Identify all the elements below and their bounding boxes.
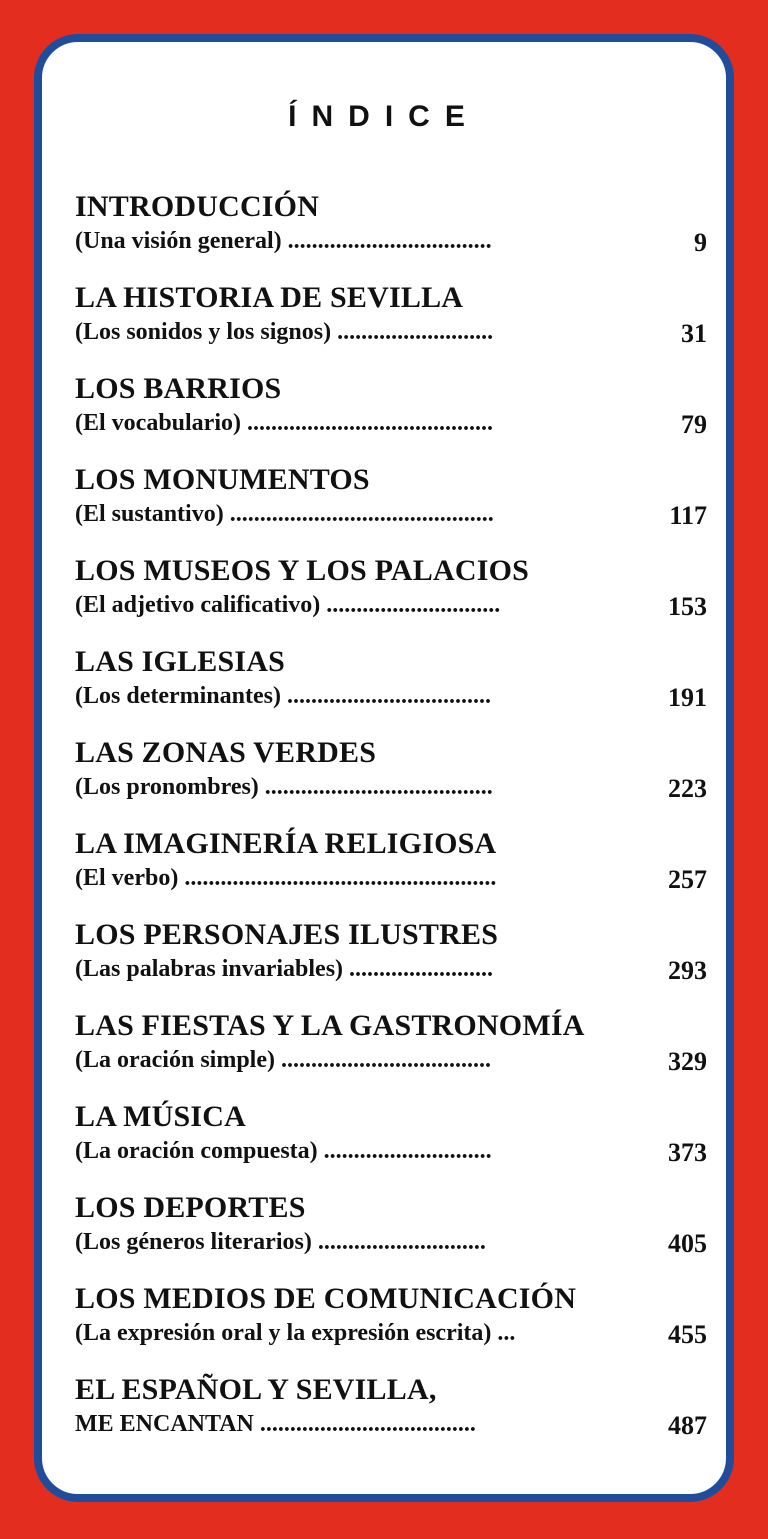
- toc-entry-page-number: 117: [669, 501, 707, 530]
- toc-entry-page-number: 257: [668, 865, 707, 894]
- toc-entry-title: LA IMAGINERÍA RELIGIOSA: [75, 827, 497, 860]
- toc-entry-subtitle: (Los determinantes) ..................................: [75, 683, 491, 709]
- toc-entry-page-number: 293: [668, 956, 707, 985]
- toc-entry: [75, 1280, 709, 1371]
- toc-entry-page-number: 9: [694, 228, 707, 257]
- toc-entry-subtitle: (El sustantivo) ............................................: [75, 501, 494, 527]
- toc-entry-title: INTRODUCCIÓN: [75, 190, 320, 223]
- toc-entry: [75, 1189, 709, 1280]
- toc-entry-page-number: 373: [668, 1138, 707, 1167]
- page-title: ÍNDICE: [288, 100, 480, 133]
- toc-entry-page-number: 405: [668, 1229, 707, 1258]
- toc-entry-subtitle: ME ENCANTAN ....................................: [75, 1411, 476, 1437]
- toc-entry: [75, 279, 709, 370]
- toc-entry-subtitle: (La oración compuesta) ............................: [75, 1138, 492, 1164]
- toc-entry-subtitle: (El verbo) ....................................................: [75, 865, 497, 891]
- toc-entry-page-number: 191: [668, 683, 707, 712]
- toc-entry-title: LAS IGLESIAS: [75, 645, 285, 678]
- toc-entry-subtitle: (Los pronombres) ......................................: [75, 774, 493, 800]
- toc-entry-page-number: 153: [668, 592, 707, 621]
- toc-entry-title: LOS MUSEOS Y LOS PALACIOS: [75, 554, 529, 587]
- toc-entry-title: LA HISTORIA DE SEVILLA: [75, 281, 464, 314]
- toc-entry-title: LAS ZONAS VERDES: [75, 736, 377, 769]
- toc-entry-subtitle: (Una visión general) ..................................: [75, 228, 492, 254]
- toc-entry-page-number: 223: [668, 774, 707, 803]
- toc-entry: [75, 188, 709, 279]
- toc-entry-subtitle: (La expresión oral y la expresión escrita) ...: [75, 1320, 516, 1346]
- toc-entry: [75, 734, 709, 825]
- toc-entry: [75, 552, 709, 643]
- toc-entry-subtitle: (El adjetivo calificativo) .............................: [75, 592, 501, 618]
- toc-entry: [75, 825, 709, 916]
- toc-entry: [75, 1098, 709, 1189]
- toc-entry-page-number: 455: [668, 1320, 707, 1349]
- toc-entry-subtitle: (Los sonidos y los signos) ..........................: [75, 319, 494, 345]
- toc-entry-title: LA MÚSICA: [75, 1100, 246, 1133]
- toc-entry-title: LOS MONUMENTOS: [75, 463, 370, 496]
- toc-entry-title: LOS BARRIOS: [75, 372, 282, 405]
- toc-entry-page-number: 31: [681, 319, 707, 348]
- toc-entry-subtitle: (Los géneros literarios) ............................: [75, 1229, 486, 1255]
- toc-entry: [75, 370, 709, 461]
- toc-entry-page-number: 79: [681, 410, 707, 439]
- toc-entry: [75, 916, 709, 1007]
- toc-entry-title: LOS PERSONAJES ILUSTRES: [75, 918, 499, 951]
- index-card: [34, 34, 734, 1502]
- toc-entry-subtitle: (La oración simple) ...................................: [75, 1047, 491, 1073]
- toc-list: [75, 188, 709, 1462]
- toc-entry-page-number: 329: [668, 1047, 707, 1076]
- toc-entry-page-number: 487: [668, 1411, 707, 1440]
- toc-entry: [75, 643, 709, 734]
- toc-entry: [75, 1371, 709, 1462]
- toc-entry: [75, 1007, 709, 1098]
- toc-entry-subtitle: (El vocabulario) .........................................: [75, 410, 493, 436]
- toc-entry-title: EL ESPAÑOL Y SEVILLA,: [75, 1373, 437, 1406]
- toc-entry-subtitle: (Las palabras invariables) ........................: [75, 956, 494, 982]
- toc-entry: [75, 461, 709, 552]
- toc-entry-title: LAS FIESTAS Y LA GASTRONOMÍA: [75, 1009, 585, 1042]
- toc-entry-title: LOS MEDIOS DE COMUNICACIÓN: [75, 1282, 577, 1315]
- toc-entry-title: LOS DEPORTES: [75, 1191, 306, 1224]
